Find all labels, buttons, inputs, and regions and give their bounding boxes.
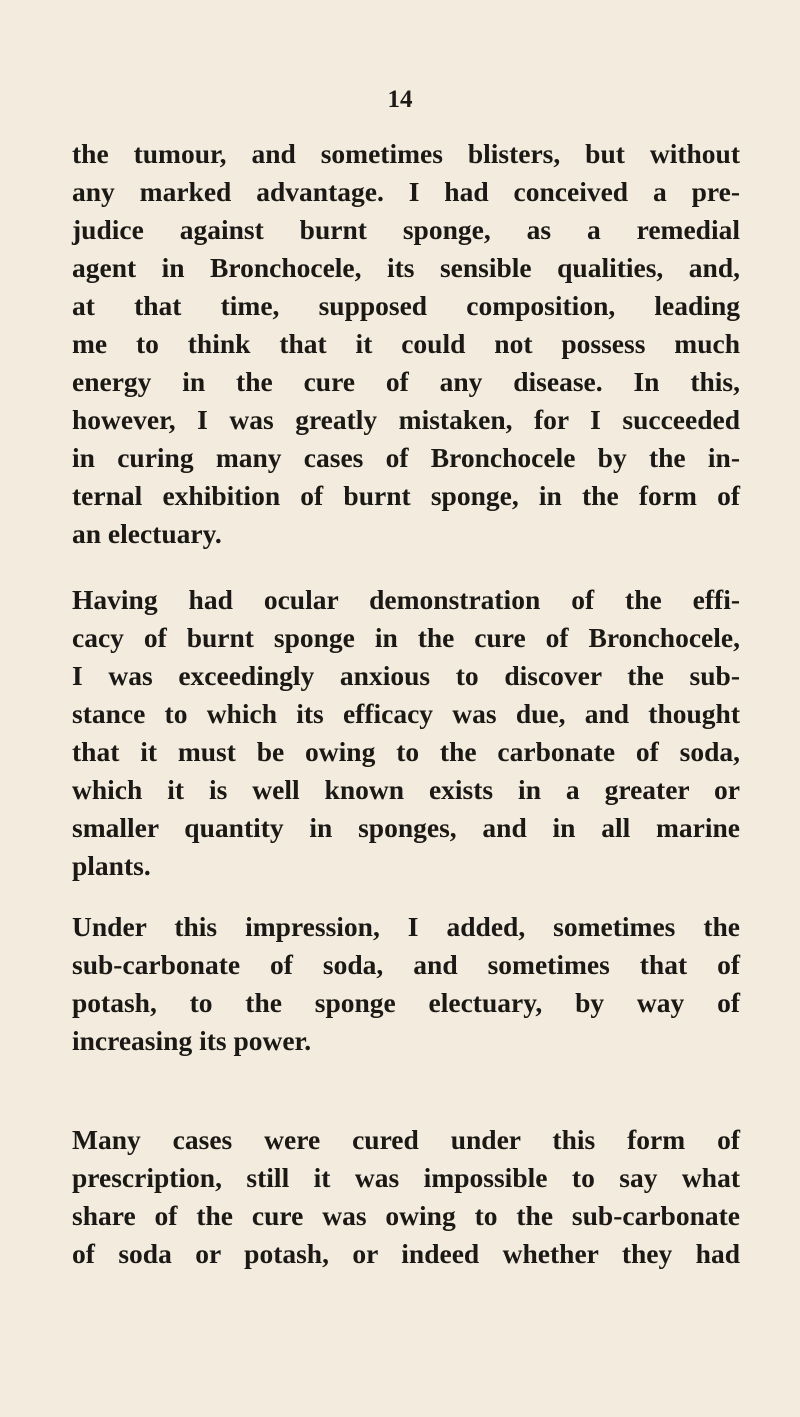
text-line: judice against burnt sponge, as a remedial — [72, 214, 740, 245]
text-line: the tumour, and sometimes blisters, but without — [72, 138, 740, 169]
paragraph — [72, 581, 740, 885]
text-line: cacy of burnt sponge in the cure of Bronchocele, — [72, 622, 740, 653]
text-line: in curing many cases of Bronchocele by the in- — [72, 442, 740, 473]
text-line: smaller quantity in sponges, and in all marine — [72, 812, 740, 843]
text-line: Many cases were cured under this form of — [72, 1124, 740, 1155]
text-line: energy in the cure of any disease. In this, — [72, 366, 740, 397]
text-line: plants. — [72, 850, 151, 881]
text-line: that it must be owing to the carbonate of soda, — [72, 736, 740, 767]
text-line: share of the cure was owing to the sub-carbonate — [72, 1200, 740, 1231]
text-line: of soda or potash, or indeed whether they had — [72, 1238, 740, 1269]
text-line: me to think that it could not possess much — [72, 328, 740, 359]
paragraph — [72, 908, 740, 1060]
text-line: Under this impression, I added, sometimes the — [72, 911, 740, 942]
text-line: potash, to the sponge electuary, by way of — [72, 987, 740, 1018]
text-line: however, I was greatly mistaken, for I succeeded — [72, 404, 740, 435]
text-line: ternal exhibition of burnt sponge, in the form of — [72, 480, 740, 511]
paragraph — [72, 1121, 740, 1273]
text-line: increasing its power. — [72, 1025, 312, 1056]
text-line: I was exceedingly anxious to discover the sub- — [72, 660, 740, 691]
page-number: 14 — [387, 86, 413, 113]
text-line: prescription, still it was impossible to say what — [72, 1162, 740, 1193]
text-line: agent in Bronchocele, its sensible qualities, and, — [72, 252, 740, 283]
text-line: stance to which its efficacy was due, and thought — [72, 698, 740, 729]
text-line: sub-carbonate of soda, and sometimes that of — [72, 949, 740, 980]
paragraph — [72, 135, 740, 553]
text-line: at that time, supposed composition, leading — [72, 290, 740, 321]
text-line: which it is well known exists in a greater or — [72, 774, 740, 805]
text-line: an electuary. — [72, 518, 222, 549]
text-line: any marked advantage. I had conceived a pre- — [72, 176, 740, 207]
text-line: Having had ocular demonstration of the effi- — [72, 584, 740, 615]
